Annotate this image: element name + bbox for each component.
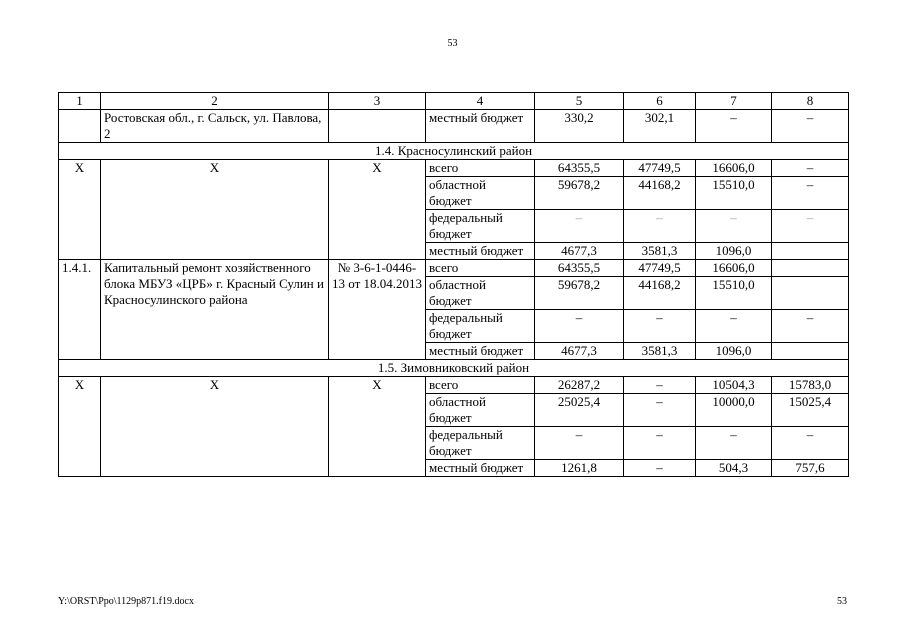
- value-cell: 64355,5: [535, 260, 624, 277]
- value-cell: –: [696, 310, 772, 343]
- funding-label: местный бюджет: [426, 460, 535, 477]
- x-marker: Х: [101, 377, 329, 477]
- value-cell: –: [624, 427, 696, 460]
- value-cell: 47749,5: [624, 160, 696, 177]
- value-cell: –: [624, 460, 696, 477]
- header-col-7: 7: [696, 93, 772, 110]
- x-marker: Х: [101, 160, 329, 260]
- funding-label: всего: [426, 260, 535, 277]
- value-cell: 1261,8: [535, 460, 624, 477]
- value-cell: 10000,0: [696, 394, 772, 427]
- value-cell: –: [772, 310, 849, 343]
- value-cell: [772, 260, 849, 277]
- section-title: 1.5. Зимовниковский район: [59, 360, 849, 377]
- funding-label: федеральный бюджет: [426, 210, 535, 243]
- value-cell: –: [772, 427, 849, 460]
- value-cell: 16606,0: [696, 160, 772, 177]
- header-col-4: 4: [426, 93, 535, 110]
- value-cell: 25025,4: [535, 394, 624, 427]
- section-row: [59, 143, 849, 160]
- value-cell: 59678,2: [535, 277, 624, 310]
- item-number: 1.4.1.: [59, 260, 101, 360]
- funding-label: всего: [426, 160, 535, 177]
- value-cell: [772, 243, 849, 260]
- value-cell: –: [535, 427, 624, 460]
- value-cell: 15510,0: [696, 277, 772, 310]
- footer-page-number: 53: [837, 596, 847, 607]
- footer-file-path: Y:\ORST\Ppo\1129p871.f19.docx: [58, 596, 194, 607]
- value-cell: 26287,2: [535, 377, 624, 394]
- section-row: [59, 360, 849, 377]
- value-cell: 64355,5: [535, 160, 624, 177]
- value-cell: [772, 343, 849, 360]
- funding-label: областной бюджет: [426, 277, 535, 310]
- value-cell: –: [535, 210, 624, 243]
- value-cell: –: [624, 377, 696, 394]
- header-col-2: 2: [101, 93, 329, 110]
- value-cell: –: [535, 310, 624, 343]
- value-cell: –: [772, 160, 849, 177]
- value-cell: –: [696, 110, 772, 143]
- value-cell: –: [624, 394, 696, 427]
- value-cell: 1096,0: [696, 243, 772, 260]
- table-row: [59, 160, 849, 177]
- funding-label: федеральный бюджет: [426, 310, 535, 343]
- value-cell: 4677,3: [535, 243, 624, 260]
- funding-label: областной бюджет: [426, 394, 535, 427]
- table-row: [59, 260, 849, 277]
- x-marker: Х: [329, 377, 426, 477]
- object-name: Капитальный ремонт хозяйственного блока МБУЗ «ЦРБ» г. Красный Сулин и Красносулинского района: [101, 260, 329, 360]
- table-row: [59, 377, 849, 394]
- value-cell: 1096,0: [696, 343, 772, 360]
- value-cell: 44168,2: [624, 277, 696, 310]
- value-cell: 10504,3: [696, 377, 772, 394]
- value-cell: 15783,0: [772, 377, 849, 394]
- value-cell: 59678,2: [535, 177, 624, 210]
- header-col-1: 1: [59, 93, 101, 110]
- header-col-3: 3: [329, 93, 426, 110]
- funding-label: местный бюджет: [426, 343, 535, 360]
- value-cell: –: [696, 210, 772, 243]
- value-cell: 16606,0: [696, 260, 772, 277]
- value-cell: 504,3: [696, 460, 772, 477]
- budget-table: [58, 92, 849, 477]
- value-cell: –: [772, 110, 849, 143]
- value-cell: –: [696, 427, 772, 460]
- value-cell: –: [624, 210, 696, 243]
- value-cell: 757,6: [772, 460, 849, 477]
- funding-label: всего: [426, 377, 535, 394]
- value-cell: –: [772, 177, 849, 210]
- value-cell: 3581,3: [624, 243, 696, 260]
- x-marker: Х: [59, 160, 101, 260]
- value-cell: 47749,5: [624, 260, 696, 277]
- value-cell: –: [624, 310, 696, 343]
- x-marker: Х: [329, 160, 426, 260]
- value-cell: 15025,4: [772, 394, 849, 427]
- x-marker: Х: [59, 377, 101, 477]
- funding-label: местный бюджет: [426, 110, 535, 143]
- value-cell: 302,1: [624, 110, 696, 143]
- value-cell: 4677,3: [535, 343, 624, 360]
- value-cell: [772, 277, 849, 310]
- funding-label: местный бюджет: [426, 243, 535, 260]
- page-number-top: 53: [447, 38, 458, 49]
- header-col-5: 5: [535, 93, 624, 110]
- value-cell: 3581,3: [624, 343, 696, 360]
- document-reference: № 3-6-1-0446-13 от 18.04.2013: [329, 260, 426, 360]
- table-row: [59, 110, 849, 143]
- object-address: Ростовская обл., г. Сальск, ул. Павлова, 2: [101, 110, 329, 143]
- value-cell: 330,2: [535, 110, 624, 143]
- value-cell: –: [772, 210, 849, 243]
- value-cell: 15510,0: [696, 177, 772, 210]
- section-title: 1.4. Красносулинский район: [59, 143, 849, 160]
- funding-label: федеральный бюджет: [426, 427, 535, 460]
- value-cell: 44168,2: [624, 177, 696, 210]
- header-col-8: 8: [772, 93, 849, 110]
- header-col-6: 6: [624, 93, 696, 110]
- funding-label: областной бюджет: [426, 177, 535, 210]
- header-row: [59, 93, 849, 110]
